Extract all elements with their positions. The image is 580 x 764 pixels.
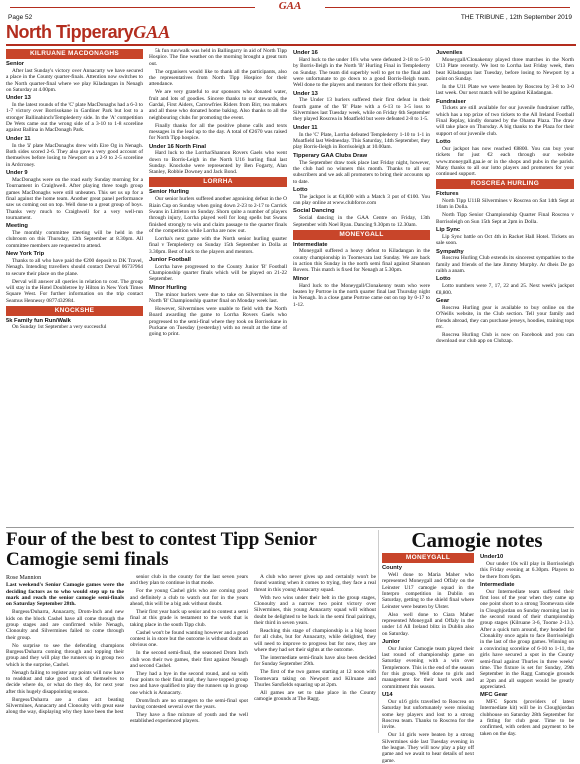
subhead: Under 13 <box>293 90 318 97</box>
story-column-1 <box>6 574 124 733</box>
subhead: Under 11 <box>293 124 318 131</box>
paragraph: Hard luck to the Lorrha/Shannon Rovers Gaels who went down to Borris-Leigh in the North U16 hurling final last Sunday. Knockshe were represented by Ben Fogarty, Alan Stanley, Robbie Downey and Jack Bond. <box>149 150 287 176</box>
paragraph: North Tipp Senior Championship Quarter Final Roscrea v Borrisoleigh on Sun 15th Sept at 2pm in Dolla. <box>436 212 574 225</box>
subhead: 5k Family fun Run/Walk <box>6 317 71 324</box>
paragraph: In the U11 Plate we were beaten by Roscrea by 3-8 to 3-0 last week. Our next match will be against Kiladangan. <box>436 83 574 97</box>
paragraph: However, Silvermines were unable to field with the North Board awarding the game to Lorrha Rovers Gaels who progressed to the semi-final where they took on Borrisokane in Puckane on Tuesday (yesterday) with no result at the time of going to print. <box>149 305 287 338</box>
subhead: Junior <box>382 638 400 645</box>
paragraph: Their first year back up senior and to contest a semi final at this grade is testament to the work that is taking place in the south Tipp club. <box>130 608 248 628</box>
paragraph: North Tipp U11B Silvermines v Roscrea on Sat 14th Sept at 10am in Dolla. <box>436 198 574 211</box>
paragraph: Hard luck to the Moneygall/Clonakenny team who were beaten by Portroe in the north quarter final last Thursday night in Nenagh. In a close game Portroe came out on top by 0-17 to 1-12. <box>293 282 430 308</box>
paragraph: Drom/Inch are no strangers to the semi-final spot having contested several over the years. <box>130 697 248 711</box>
paragraph: In the second semi-final, the seasoned Drom Inch club won their two games, their first against Nenagh and second Cashel. <box>130 650 248 669</box>
paragraph: We are very grateful to our sponsors who donated water, fruit and lots of goodies. Sincere thanks to our stewards, the Gardai, First Aiders, Carrowfries Riders from Birr, tea makers and all those who donated home baking. Also thanks to all the neighbouring clubs for promoting the event. <box>149 89 287 121</box>
subhead: County <box>382 565 402 571</box>
story-column-3 <box>254 574 376 733</box>
subhead: Lip Sync <box>436 227 461 234</box>
masthead-title-gaa: GAA <box>133 22 171 42</box>
camogie-column-2 <box>480 552 574 737</box>
subhead: Junior Football <box>149 256 191 263</box>
club-banner: MONEYGALL <box>382 553 474 563</box>
subhead: Under 13 <box>6 95 31 102</box>
column-3 <box>293 48 430 528</box>
byline: Rose Mannion <box>6 575 42 581</box>
paragraph: Lorrha have progressed to the County Junior 'B' Football Championship quarter finals which will be played on 21-22 September. <box>149 263 287 283</box>
paragraph: No surprise to see the defending champions Burgess/Duharra coming through and topping their group and they will play the runners up in group two which is the surprise, Cashel. <box>6 642 124 668</box>
paragraph: In the 'ä' plate MacDonaghs drew with Eire Og in Nenagh. Both sides scored 2-6. They also gave a very good account of themselves before losing to Newport on a 2-9 to 2-5 scoreline in Ardcroney. <box>6 142 143 168</box>
paragraph: MFC Sports (providers of latest Intermediate kit) will be in Cloughjordan clubhouse on Saturday 28th September for a fitting for club gear. Time to be confirmed, with orders and payment to be taken on the day. <box>480 699 574 737</box>
paragraph: The September draw took place last Friday night, however, the club had no winners this month. Thanks to all our subscribers and we ask all promoters to bring their accounts up to date. <box>293 159 430 185</box>
story-column-2 <box>130 574 248 733</box>
paragraph: Also well done to Ciara Maher represented Moneygall and Offaly in the under 14 All Ireland blitz in Dublin also on Saturday. <box>382 611 474 637</box>
subhead: Minor <box>293 275 309 282</box>
paragraph: Our Junior Camogie team played their last round of championship game on Saturday evening with a win over Templemore. This is the end of the season for this group. Well done to girls and management for their hard work and commitment this season. <box>382 645 474 690</box>
paragraph: The Under 13 hurlers suffered their first defeat in their fourth game of the 'B' Plate with a 6-13 to 3-5 loss to Silvermines last Tuesday week, while on Friday 6th September they played Roscrea in Moatfield but were defeated 2-8 to 1-5. <box>293 97 430 123</box>
paragraph: They have a fine mixture of youth and the well established experienced players. <box>130 712 248 725</box>
subhead: Fundraiser <box>436 98 466 105</box>
subhead: Lotto <box>436 276 451 283</box>
subhead: Gear <box>436 297 450 304</box>
side-headline: Camogie notes <box>411 528 543 552</box>
paragraph: The minor hurlers were due to take on Silvermines in the North 'B' Championship quarter final on Monday week last. <box>149 291 287 304</box>
club-banner: MONEYGALL <box>293 230 430 240</box>
paragraph: Lorrha's next game with the North senior hurling quarter final v Templederry on Sunday 15th September in Dolla at 3.30pm. Best of luck to the players and mentors. <box>149 235 287 255</box>
subhead: Tipperary GAA Clubs Draw <box>293 152 368 159</box>
subhead: New York Trip <box>6 251 45 258</box>
paragraph: In the 'C' Plate, Lorrha defeated Templederry 1-10 to 1-1 in Moatfield last Wednesday. This Saturday, 14th September, they play Borris-Ileigh in Borrisoleigh at 10.00am. <box>293 131 430 151</box>
paragraph: The first of the two games starting at 12 noon with Toomevara taking on Newport and Kilruane and Thurles Sarsfields squaring up at 2pm. <box>254 669 376 688</box>
paragraph: Our 14 girls were beaten by a strong Silvermines side last Tuesday evening in the league. They will now play a play off game and we await to hear details of next game. <box>382 732 474 764</box>
subhead: Intermediate <box>293 241 328 248</box>
issue-date: THE TRIBUNE , 12th September 2019 <box>460 14 572 21</box>
section-header: GAA <box>0 0 580 14</box>
paragraph: Our senior hurlers suffered another agonising defeat in the O Riain Cup on Sunday when going down 2-23 to 2-17 to Carrick Swans in Littleton on Sunday. Shorn quite a number of players through injury, Lorrha played well for long spells but Swans finished strongly to win and claim passage to the quarter finals of the competition while Lorrha are now out. <box>149 196 287 234</box>
subhead: Meeting <box>6 223 28 230</box>
column-1 <box>6 48 143 528</box>
subhead: Under 9 <box>6 170 28 176</box>
subhead: Under 11 <box>6 135 31 142</box>
paragraph: Moneygall suffered a heavy defeat to Kiladangan in the county championship in Toomevara last Sunday. We are back in action this Sunday in the north semi final against Shannon Rovers. This match is fixed for Nenagh at 5.30pm. <box>293 248 430 274</box>
paragraph: Our jackpot has now reached €8800. You can buy your tickets for just €2 each through our website www.moneygall.gaa.ie or in the shops and pubs in the parish. Many thanks to all our lotto players and promoters for your continued support. <box>436 145 574 178</box>
paragraph: With two wins under their belt in the group stages, Clonoulty and a narrow two point victory over Silvermines, this young Annacarty squad will without doubt be delighted to be back in the semi final pairings, their third in seven years. <box>254 594 376 626</box>
subhead: Intermediate <box>480 581 515 588</box>
camogie-column-1 <box>382 552 474 764</box>
subhead: Sympathy <box>436 248 464 255</box>
paragraph: A club who never gives up and certainly won't be found wanting when it comes to trying, they face a real threat in this young Annacarty squad. <box>254 574 376 593</box>
paragraph: The intermediate semi-finals have also been decided for Sunday September 29th. <box>254 654 376 668</box>
subhead: MFC Gear <box>480 692 508 699</box>
paragraph: Reaching this stage of championship is a big boost for all clubs, but for Annacarty, while delighted, they will need to improve to progress but for now, they are where they had set their sights at the outcome. <box>254 627 376 653</box>
club-banner: LORRHA <box>149 177 287 187</box>
masthead <box>6 22 576 46</box>
lede: Last weekend's Senior Camogie games were the deciding factors as to who would step up to the mark and reach the senior camogie semi-finals on Saturday September 28th. <box>6 582 124 608</box>
paragraph: Roscrea Hurling Club extends its sincerest sympathies to the family and friends of the late Jimmy Murphy. Ar dheis De go raibh a anam. <box>436 255 574 275</box>
paragraph: Cashel won't be found wanting however and a good contest is in store but the outcome is without doubt an obvious one. <box>130 629 248 649</box>
paragraph: The jackpot is at €4,800 with a Match 3 pot of €100. You can play online at www.clubforce.com <box>293 193 430 207</box>
paragraph: senior club in the county for the last seven years and they plan to continue in that mode. <box>130 574 248 587</box>
subhead: Under 16 <box>293 50 318 56</box>
column-rule <box>378 530 379 733</box>
paragraph: After last Sunday's victory over Annacarty we have secured a place in the County quarter-finals. Attention now switches to the North quarter-final where we play Kiladangan in Nenagh on Saturday at 4.00pm. <box>6 67 143 93</box>
paragraph: Our under 10s will play in Borrisoleigh this Friday evening at 6.30pm. Players to be there from 6pm. <box>480 560 574 580</box>
paragraph: Moneygall/Clonakenny played three matches in the North U13 Plate recently. We lost to Lorrha last Friday week, then beat Kiladangan last Tuesday, before losing to Newport by a point on Sunday. <box>436 56 574 82</box>
paragraph: The monthly committee meeting will be held in the clubroom on this Thursday, 12th September at 8.30pm. All committee members are requested to attend. <box>6 230 143 249</box>
paragraph: Burgess/Duharra are a class act beating Silvermines, Annacarty and Clonoulty with great ease along the way, displaying why they have been the best <box>6 696 124 716</box>
paragraph: On Sunday 1st September a very successful <box>12 324 107 331</box>
paragraph: Hard luck to the under 16's who were defeated 2-18 to 5-10 by Borris-Ileigh in the North 'B' Hurling Final in Templederry on Sunday. The team did superbly well to get to the final and were unfortunate to go down to a good Borris-Ileigh team. Well done to the players and mentors for their efforts this year. <box>293 56 430 89</box>
paragraph: Derval will answer all queries in relation to cost. The group will stay in the Hotel Doubletree by Hilton in New York Times Square West. For further information on the trip contact Seamus Hennessy 0877432984. <box>6 278 143 304</box>
paragraph: MacDonaghs were on the road early Sunday morning for a Tournament in Craighwell. After playing three tough group games MacDonaghs were still unbeaten. This set us up for a final against the home team. Another great panel performance saw us coming out on top. Well done to a great group of boys. Thanks very much to Craighwell for a very well-run tournament. <box>6 176 143 221</box>
subhead: Social Dancing <box>293 208 335 215</box>
page-number: Page 52 <box>8 14 33 21</box>
paragraph: All games are set to take place in the County camogie grounds at The Ragg. <box>254 689 376 703</box>
subhead: Under10 <box>480 554 504 560</box>
paragraph: Tickets are still available for our juvenile fundraiser raffle, which has a top prize of two tickets to the All Ireland Football Final Replay, kindly donated by the Ohama Plaza. The draw will take place on Thursday. A big thanks to the Plaza for their support of our juvenile club. <box>436 105 574 137</box>
column-4 <box>436 48 574 528</box>
paragraph: In the latest rounds of the 'C' plate MacDonaghs had a 6-3 to 1-7 victory over Borrisokane in Gardiner Park but lost to a stronger Ballinahinch/Templederry side. In the 'A' competition De Wets came out the wrong side of a 3-10 to 1-8 scoreline against Ballina in MacDonagh Park. <box>6 102 143 134</box>
paragraph: Burgess/Duharra, Annacarty, Drom-Inch and new kids on the block Cashel have all come through the group stages and are confirmed while Nenagh, Clonoulty and Silvermines failed to come through their group. <box>6 609 124 641</box>
subhead: Senior Hurling <box>149 189 189 196</box>
paragraph: Lip Sync battle on Oct 4th in Racket Hall Hotel. Tickets on sale soon. <box>436 233 574 247</box>
subhead: Senior <box>6 61 25 67</box>
subhead: Fixtures <box>436 191 459 198</box>
subhead: U14 <box>382 692 393 699</box>
subhead: Lotto <box>436 139 451 146</box>
paragraph: Finally thanks for all the positive phone calls and texts messages in the lead up to the day. A total of €2670 was raised for North Tipp hospice. <box>149 122 287 142</box>
paragraph: They had a bye in the second round, and so with four points to their final total, they have topped group two and have qualified to play the runners up in group one which is Annacarty. <box>130 670 248 696</box>
paragraph: Social dancing in the GAA Centre on Friday, 13th September with Noel Ryan. Dancing 9.30pm to 12.30am. <box>293 215 430 228</box>
subhead: Juveniles <box>436 50 463 56</box>
paragraph: Nenagh failing to register any points will now have to readdust and take good stock of themselves to decide where do, or what do they do, for next year after this hugely disappointing season. <box>6 669 124 695</box>
paragraph: Well done to Maria Maher who represented Moneygall and Offaly on the Leinster U17 camogie squad in the Interpro competition in Dublin on Saturday, getting to the shield final where Leinster were beaten by Ulster. <box>382 571 474 610</box>
paragraph: Lotto numbers were 7, 17, 22 and 25. Next week's jackpot €8,800. <box>436 283 574 296</box>
paragraph: 5k fun run/walk was held in Ballingarry in aid of North Tipp Hospice. The fine weather on the morning brought a great turn out. <box>149 48 287 67</box>
paragraph: Our Intermediate team suffered their first loss of the year when they came up one point short to a strong Toomevara side in Cloughjordan on Sunday morning last in the second round of their championship group stages (Kilruane 3-6, Toome 2-13.). After a quick turn around, they headed for Clonakilty once again to face Borrisoleigh in the last of the group games. Winning on a convincing scoreline of 6-10 to 1-11, the girls have secured a spot in the County semi-final against Thurles in three weeks' time. The fixture is set for Sunday, 29th September in the Ragg Camogie grounds at 2pm and all support would be greatly appreciated. <box>480 588 574 690</box>
main-headline: Four of the best to contest Tipp Senior Camogie semi finals <box>6 529 317 570</box>
paragraph: Roscrea Hurling gear is available to buy online on the O'Neills website, in the Club section. Tell your family and friends abroad, they can purchase jerseys, hoodies, training tops etc. <box>436 304 574 330</box>
paragraph: Roscrea Hurling Club is now on Facebook and you can download our club app on Clubzap. <box>436 331 574 345</box>
paragraph: Thanks to all who have paid the €200 deposit to DK Travel, Nenagh. Intending travellers should contact Derval 0673?964 to secure their place on the plane. <box>6 257 143 277</box>
subhead: Minor Hurling <box>149 284 187 291</box>
subhead: Under 16 North Final <box>149 143 207 150</box>
club-banner: ROSCREA HURLING <box>436 179 574 189</box>
paragraph: Our u16 girls travelled to Roscrea on Saturday but unfortunately were missing some key players and lost to a strong Roscrea team. Thanks to Roscrea for the invite. <box>382 698 474 731</box>
masthead-title: North Tipperary <box>6 22 134 42</box>
club-banner: KILRUANE MACDONAGHS <box>6 49 143 59</box>
subhead: Lotto <box>293 186 308 193</box>
club-banner: KNOCKSHE <box>6 306 143 316</box>
paragraph: For the young Cashel girls who are coming good and definitely a club to watch out for in the years ahead, this will be a big ask without doubt. <box>130 588 248 607</box>
column-2 <box>149 48 287 528</box>
paragraph: The organisers would like to thank all the participants, also the representatives from North Tipp Hospice for their attendance. <box>149 68 287 88</box>
